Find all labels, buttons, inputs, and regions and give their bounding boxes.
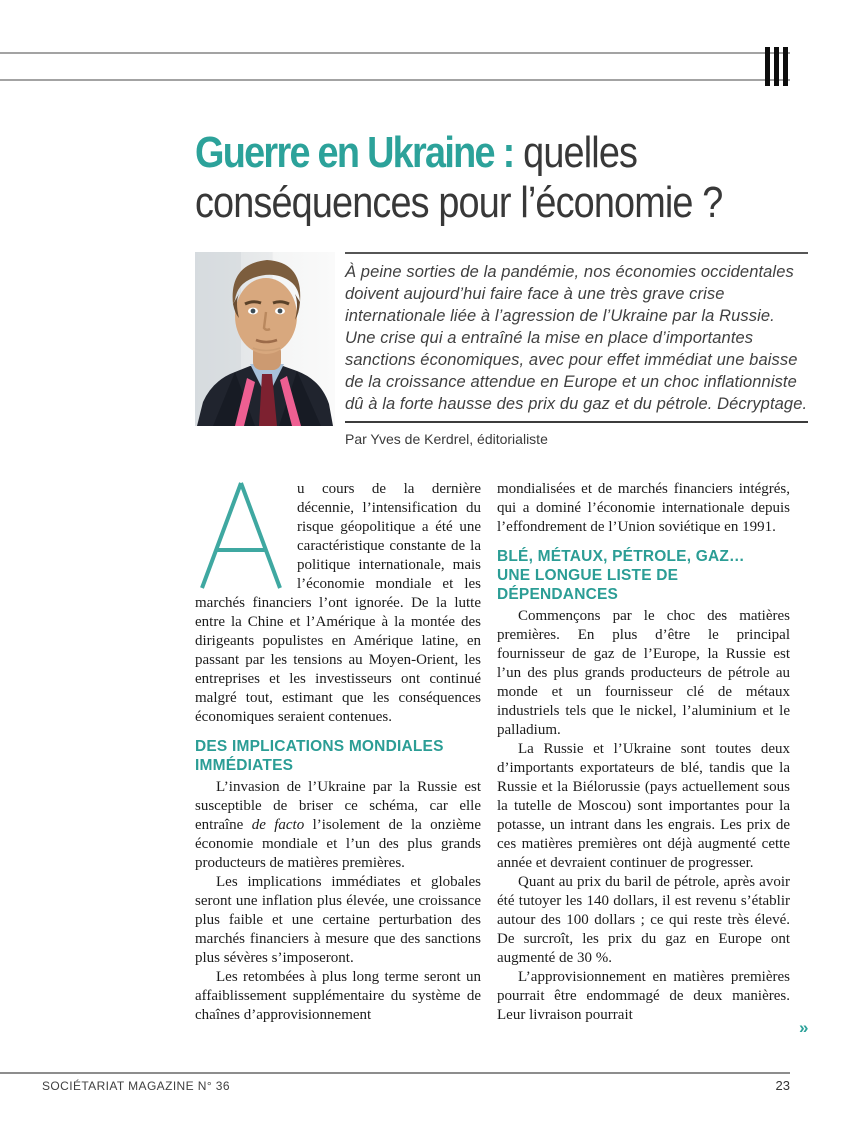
bar-icon	[774, 47, 779, 86]
footer-magazine-name: SOCIÉTARIAT MAGAZINE N° 36	[42, 1079, 230, 1093]
paragraph	[195, 778, 481, 873]
right-column	[497, 480, 790, 1025]
intro-block	[345, 252, 808, 447]
left-column	[195, 480, 481, 1025]
portrait-illustration	[195, 252, 335, 426]
paragraph: Quant au prix du baril de pétrole, après avoir été tutoyer les 140 dollars, il est revenu s’établir autour des 100 dollars ; ce qui reste très élevé. De surcroît, les prix du gaz en Europe ont augmenté de 30 %.	[497, 874, 790, 966]
author-photo	[195, 252, 335, 426]
byline: Par Yves de Kerdrel, éditorialiste	[345, 431, 548, 447]
paragraph: mondialisées et de marchés financiers intégrés, qui a dominé l’économie internationale depuis l’effondrement de l’Union soviétique en 1991.	[497, 481, 790, 535]
article-title	[195, 128, 831, 228]
paragraph	[195, 480, 481, 727]
title-highlight: Guerre en Ukraine :	[195, 128, 514, 177]
section-heading-implications	[195, 737, 481, 775]
heading-line: BLÉ, MÉTAUX, PÉTROLE, GAZ…	[497, 548, 745, 565]
section-heading-dependances	[497, 547, 790, 604]
heading-line: DES IMPLICATIONS MONDIALES	[195, 738, 444, 755]
footer-rule	[0, 1072, 790, 1074]
three-bars-icon	[765, 47, 788, 86]
paragraph: La Russie et l’Ukraine sont toutes deux d’importants exportateurs de blé, tandis que la Russie et la Biélorussie (pays actuellement sous la tutelle de Moscou) sont importantes pour la potasse, un intrant dans les engrais. Les prix de ces matières premières ont déjà augmenté cette année et devraient continuer de progresser.	[497, 741, 790, 871]
title-line1-rest: quelles	[513, 128, 638, 177]
latin-phrase: de facto	[251, 817, 305, 833]
paragraph: Commençons par le choc des matières premières. En plus d’être le principal fournisseur de gaz de l’Europe, la Russie est l’un des plus grands producteurs de pétrole au monde et un fournisseur clé de métaux industriels tels que le nickel, l’aluminium et le palladium.	[497, 608, 790, 738]
paragraph: Les retombées à plus long terme seront un affaiblissement supplémentaire du système de chaînes d’approvisionnement	[195, 969, 481, 1023]
bar-icon	[765, 47, 770, 86]
heading-line: IMMÉDIATES	[195, 757, 294, 774]
header-rule-top	[0, 52, 790, 54]
paragraph: Les implications immédiates et globales seront une inflation plus élevée, une croissance plus faible et une certaine perturbation des marchés financiers à mesure que des sanctions plus sévères s’imposeront.	[195, 874, 481, 966]
bar-icon	[783, 47, 788, 86]
title-line-1	[195, 128, 831, 178]
continuation-chevrons-icon: »	[799, 1018, 809, 1037]
header-rule-bottom	[0, 79, 790, 81]
paragraph-text: L’invasion de l’Ukraine par la Russie est susceptible de briser ce schéma, car elle entraîne	[195, 779, 481, 833]
paragraph: L’approvisionnement en matières premières pourrait être endommagé de deux manières. Leur livraison pourrait	[497, 969, 790, 1023]
footer-page-number: 23	[775, 1078, 790, 1093]
heading-line: UNE LONGUE LISTE DE DÉPENDANCES	[497, 567, 679, 603]
paragraph-text: u cours de la dernière décennie, l’intensification du risque géopolitique a été une caractéristique constante de la politique internationale, mais l’économie mondiale et les marchés financiers l’ont ignorée. De la lutte entre la Chine et l’Amérique à la montée des dirigeants populistes en Amérique latine, en passant par les tensions au Moyen-Orient, les entreprises et les investisseurs ont continué malgré tout, estimant que les conséquences économiques seraient contenues.	[195, 481, 481, 725]
dropcap-letter-a	[195, 480, 287, 590]
intro-text: À peine sorties de la pandémie, nos économies occidentales doivent aujourd’hui faire face à une très grave crise internationale liée à l’agression de l’Ukraine par la Russie. Une crise qui a entraîné la mise en place d’importantes sanctions économiques, avec pour effet immédiat une baisse de la croissance attendue en Europe et un choc inflationniste dû à la forte hausse des prix du gaz et du pétrole. Décryptage.	[345, 263, 808, 413]
paragraph-text: l’isolement de la onzième économie mondiale et l’un des plus grands producteurs de matières premières.	[195, 817, 481, 871]
title-line-2: conséquences pour l’économie ?	[195, 178, 723, 227]
